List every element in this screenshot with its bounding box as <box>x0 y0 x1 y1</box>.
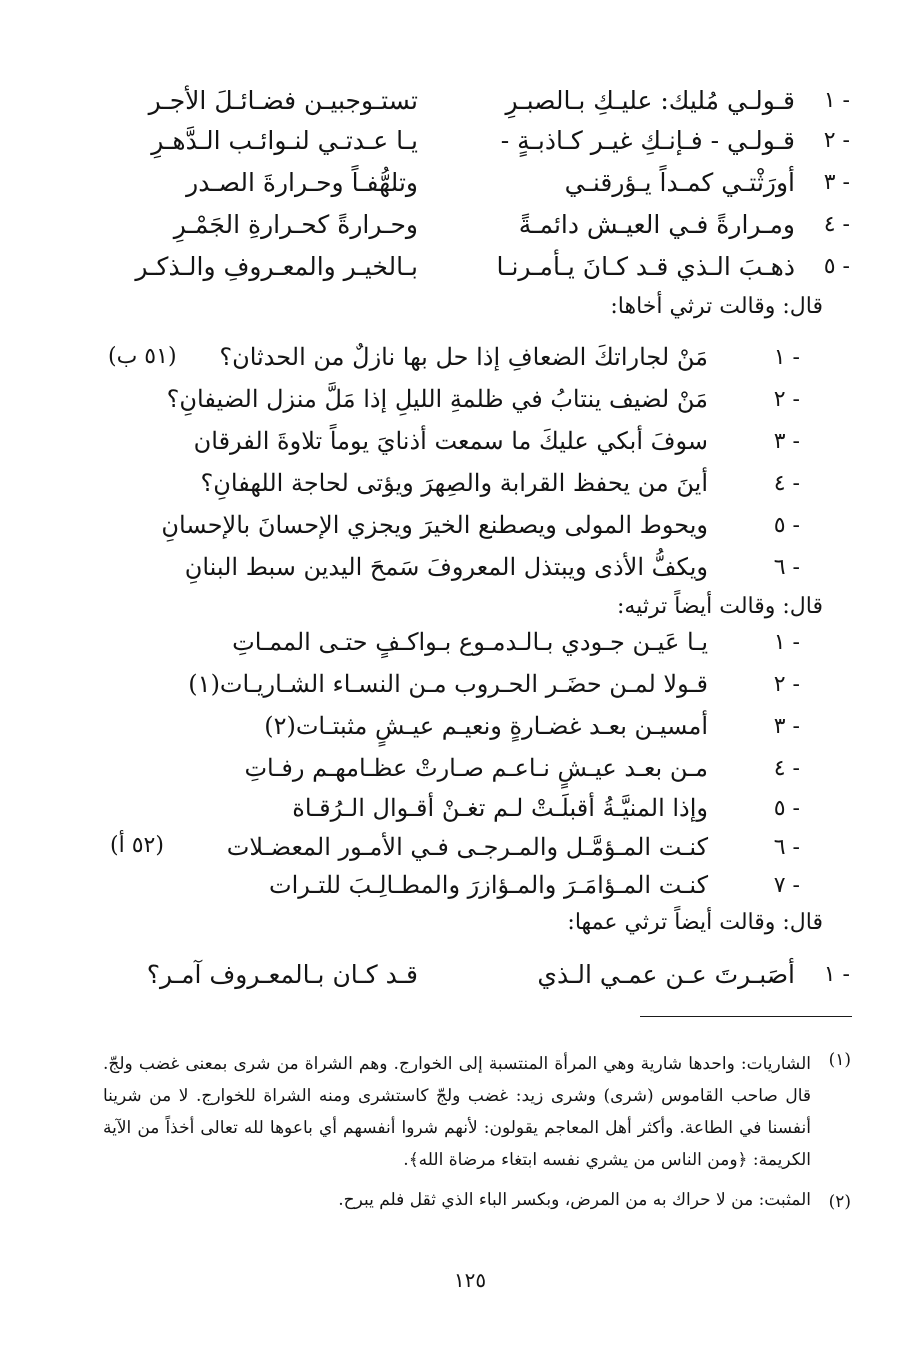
verse-number: ٣ - <box>823 170 850 195</box>
verse-line: أينَ من يحفظ القرابة والصِهرَ ويؤتى لحاجة اللهفانِ؟ <box>200 469 708 497</box>
verse-line: كنـت المـؤمَّـل والمـرجـى فـي الأمـور المعضـلات <box>226 833 708 861</box>
verse-number: ٥ - <box>823 254 850 279</box>
verse-number: ٥ - <box>773 796 800 821</box>
verse-number: ١ - <box>823 88 850 113</box>
verse-number: ٤ - <box>773 471 800 496</box>
verse-line: قـولا لمـن حضَـر الحـروب مـن النسـاء الشـاريـات(١) <box>188 670 708 698</box>
verse-number: ٦ - <box>773 835 800 860</box>
verse-line: يـا عَيـن جـودي بـالـدمـوع بـواكـفٍ حتـى الممـاتِ <box>232 628 708 656</box>
manuscript-folio-ref: (٥١ ب) <box>108 344 177 369</box>
section-intro: قال: وقالت ترثي أخاها: <box>610 294 823 319</box>
page-number: ١٢٥ <box>453 1268 487 1292</box>
verse-line: ويحوط المولى ويصطنع الخيرَ ويجزي الإحسانَ بالإحسانِ <box>161 511 708 539</box>
verse-line: كنـت المـؤامَـرَ والمـؤازرَ والمطـالِـبَ للتـرات <box>268 871 708 899</box>
verse-second-hemistich: بـالخيـر والمعـروفِ والـذكـر <box>135 252 418 281</box>
verse-first-hemistich: أصَبـرتَ عـن عمـي الـذي <box>537 960 795 989</box>
verse-line: ويكفُّ الأذى ويبتذل المعروفَ سَمحَ اليدين سبط البنانِ <box>184 553 708 581</box>
verse-second-hemistich: وحـرارةً كحـرارةِ الجَمْـرِ <box>173 210 418 239</box>
verse-number: ٤ - <box>773 756 800 781</box>
verse-second-hemistich: قـد كـان بـالمعـروف آمـر؟ <box>146 960 418 989</box>
verse-number: ٢ - <box>823 128 850 153</box>
verse-first-hemistich: أورَثْتـي كمـداً يـؤرقنـي <box>564 168 795 197</box>
footnote-separator <box>640 1016 852 1017</box>
verse-number: ٣ - <box>773 429 800 454</box>
verse-number: ١ - <box>773 630 800 655</box>
verse-line: وإذا المنيَّـةُ أقبلَـتْ لـم تغـنْ أقـوال الـرُقـاة <box>292 794 708 822</box>
manuscript-folio-ref: (٥٢ أ) <box>110 833 164 858</box>
footnote-number: (٢) <box>828 1192 851 1212</box>
verse-number: ٦ - <box>773 555 800 580</box>
verse-number: ٣ - <box>773 714 800 739</box>
footnote-number: (١) <box>828 1050 851 1070</box>
verse-second-hemistich: يـا عـدتـي لنـوائـب الـدَّهـرِ <box>151 126 418 155</box>
verse-number: ٤ - <box>823 212 850 237</box>
verse-second-hemistich: وتلهُّفـاً وحـرارةَ الصـدر <box>186 168 418 197</box>
verse-line: مَنْ لجاراتكَ الضعافِ إذا حل بها نازلٌ من الحدثان؟ <box>219 343 708 371</box>
verse-number: ٥ - <box>773 513 800 538</box>
section-intro: قال: وقالت أيضاً ترثيه: <box>617 594 823 619</box>
footnote-text: المثبت: من لا حراك به من المرض، وبكسر الباء الذي ثقل فلم يبرح. <box>338 1190 811 1210</box>
verse-first-hemistich: قـولـي - فـإنـكِ غيـر كـاذبـةٍ - <box>500 126 795 155</box>
verse-line: سوفَ أبكي عليكَ ما سمعت أذنايَ يوماً تلاوةَ الفرقان <box>193 427 708 455</box>
verse-number: ١ - <box>773 345 800 370</box>
verse-first-hemistich: ذهـبَ الـذي قـد كـانَ يـأمـرنـا <box>496 252 795 281</box>
verse-number: ٧ - <box>773 873 800 898</box>
verse-second-hemistich: تستـوجبيـن فضـائـلَ الأجـر <box>148 86 418 115</box>
verse-line: مـن بعـد عيـشٍ نـاعـم صـارتْ عظـامهـم رفـاتِ <box>244 754 708 782</box>
verse-first-hemistich: قـولـي مُليك: عليـكِ بـالصبـرِ <box>505 86 795 115</box>
verse-first-hemistich: ومـرارةً فـي العيـش دائمـةً <box>518 210 795 239</box>
verse-number: ٢ - <box>773 387 800 412</box>
verse-line: مَنْ لضيف ينتابُ في ظلمةِ الليلِ إذا مَلَّ منزل الضيفانِ؟ <box>166 385 708 413</box>
section-intro: قال: وقالت أيضاً ترثي عمها: <box>567 910 823 935</box>
verse-number: ٢ - <box>773 672 800 697</box>
footnote-text: الشاريات: واحدها شارية وهي المرأة المنتسبة إلى الخوارج. وهم الشراة من شرى بمعنى غضب ولجّ. قال صاحب القاموس (شرى) وشرى زيد: غضب ولجّ كاستشرى ومنه الشراة للخوارج. لا من شرينا أنفسنا في الطاعة. وأكثر أهل المعاجم يقولون: لأنهم شروا أنفسهم أي باعوها لله تعالى أخذاً من الآية الكريمة: ﴿ومن الناس من يشري نفسه ابتغاء مرضاة الله﴾. <box>103 1054 811 1170</box>
verse-line: أمسيـن بعـد غضـارةٍ ونعيـم عيـشٍ مثبتـات(٢) <box>264 712 708 740</box>
verse-number: ١ - <box>823 962 850 987</box>
